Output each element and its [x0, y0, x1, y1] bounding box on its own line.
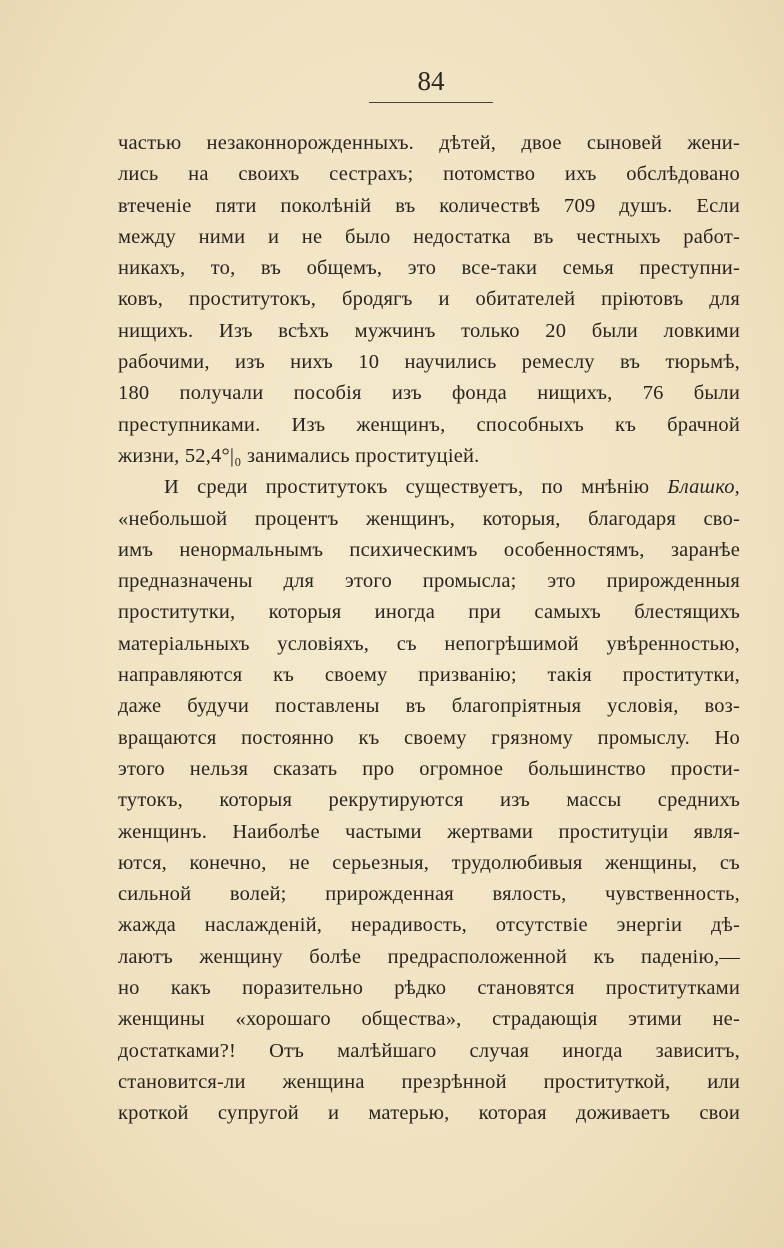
- text-line: кроткой супругой и матерью, которая доживаетъ свои: [118, 1102, 740, 1125]
- text-line: но какъ поразительно рѣдко становятся проститутками: [118, 977, 740, 1000]
- text-line: даже будучи поставлены въ благопріятныя условія, воз-: [118, 695, 740, 718]
- text-line: никахъ, то, въ общемъ, это все-таки семья преступни-: [118, 257, 740, 280]
- text-line: этого нельзя сказать про огромное большинство прости-: [118, 757, 740, 780]
- body-text: [118, 128, 740, 1130]
- text-line: вращаются постоянно къ своему грязному промыслу. Но: [118, 726, 740, 749]
- text-run: ,: [734, 476, 740, 499]
- text-line: направляются къ своему призванію; такія проститутки,: [118, 664, 740, 687]
- text-line: лаютъ женщину болѣе предрасположенной къ паденію,—: [118, 945, 740, 968]
- page-number: 84: [417, 66, 445, 96]
- text-line: втеченіе пяти поколѣній въ количествѣ 709 душъ. Если: [118, 194, 740, 217]
- text-line: женщинъ. Наиболѣе частыми жертвами проституціи явля-: [118, 820, 740, 843]
- text-line: ковъ, проститутокъ, бродягъ и обитателей пріютовъ для: [118, 288, 740, 311]
- text-line: проститутки, которыя иногда при самыхъ блестящихъ: [118, 601, 740, 624]
- text-line: жажда наслажденій, нерадивость, отсутствіе энергіи дѣ-: [118, 914, 740, 937]
- paragraph-2: [118, 472, 740, 1129]
- text-line: тутокъ, которыя рекрутируются изъ массы среднихъ: [118, 789, 740, 812]
- text-line-first: [118, 472, 740, 503]
- header-rule: [369, 102, 493, 103]
- text-run: И среди проститутокъ существуетъ, по мнѣнію: [164, 476, 668, 499]
- text-line: женщины «хорошаго общества», страдающія этими не-: [118, 1008, 740, 1031]
- text-line: преступниками. Изъ женщинъ, способныхъ къ брачной: [118, 413, 740, 436]
- text-line: становится-ли женщина презрѣнной проституткой, или: [118, 1070, 740, 1093]
- text-line: между ними и не было недостатка въ честныхъ работ-: [118, 225, 740, 248]
- text-line: рабочими, изъ нихъ 10 научились ремеслу въ тюрьмѣ,: [118, 351, 740, 374]
- text-line: «небольшой процентъ женщинъ, которыя, благодаря сво-: [118, 507, 740, 530]
- text-line: жизни, 52,4°|₀ занимались проституціей.: [118, 444, 480, 467]
- text-line: лись на своихъ сестрахъ; потомство ихъ обслѣдовано: [118, 163, 740, 186]
- paragraph-1: [118, 128, 740, 472]
- text-line: предназначены для этого промысла; это прирожденныя: [118, 570, 740, 593]
- text-line: 180 получали пособія изъ фонда нищихъ, 76 были: [118, 382, 740, 405]
- text-line: частью незаконнорожденныхъ. дѣтей, двое сыновей жени-: [118, 132, 740, 154]
- text-line: матеріальныхъ условіяхъ, съ непогрѣшимой увѣренностью,: [118, 632, 740, 655]
- text-line: имъ ненормальнымъ психическимъ особенностямъ, заранѣе: [118, 538, 740, 561]
- text-line: достатками?! Отъ малѣйшаго случая иногда зависитъ,: [118, 1039, 740, 1062]
- text-line: ются, конечно, не серьезныя, трудолюбивыя женщины, съ: [118, 851, 740, 874]
- text-line: нищихъ. Изъ всѣхъ мужчинъ только 20 были ловкими: [118, 319, 740, 342]
- text-line: сильной волей; прирожденная вялость, чувственность,: [118, 883, 740, 906]
- author-name-italic: Блашко: [667, 476, 735, 499]
